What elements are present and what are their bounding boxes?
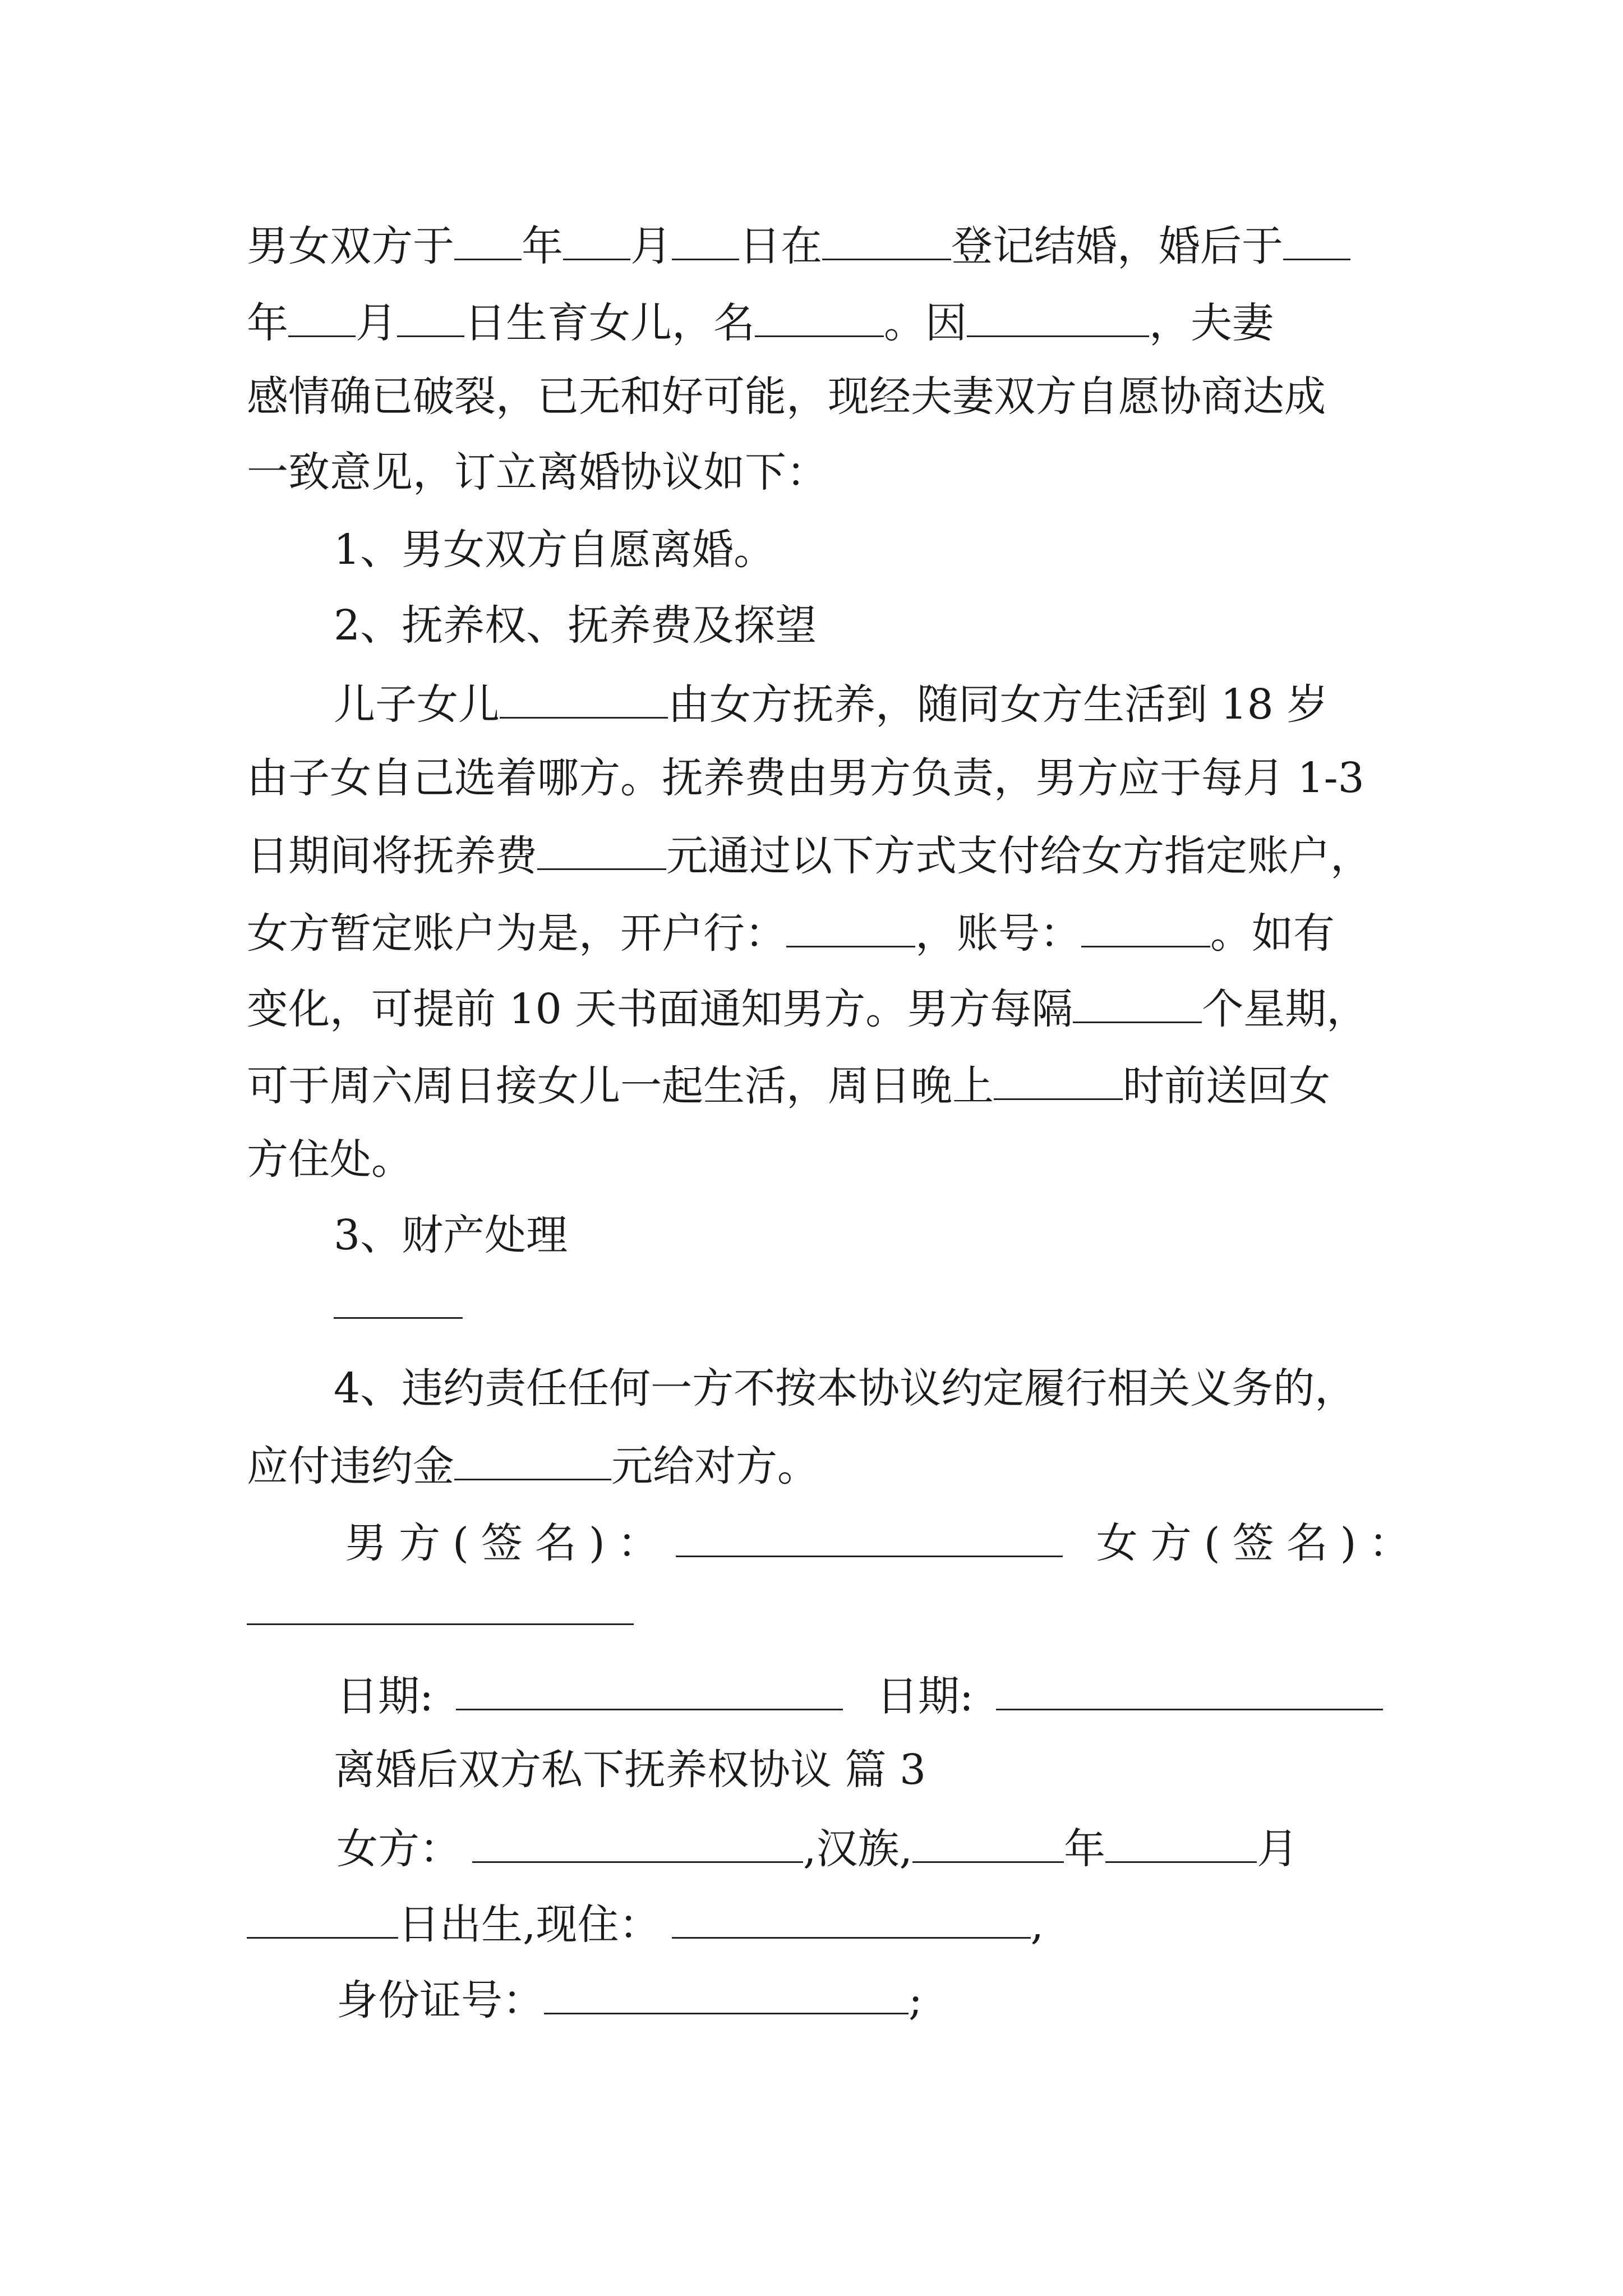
- blank-weeks[interactable]: [1073, 979, 1202, 1023]
- date-label-2: 日期:: [876, 1672, 974, 1720]
- blank-day[interactable]: [672, 216, 739, 260]
- paragraph-3-line-3: [336, 1970, 923, 2028]
- blank-return-time[interactable]: [994, 1056, 1123, 1100]
- item-4-line-2: [247, 1436, 819, 1494]
- text: 应付违约金: [247, 1442, 454, 1490]
- female-signature-blank-line: [247, 1581, 634, 1639]
- paragraph-2-line-7: 方住处。: [247, 1135, 413, 1184]
- blank-daughter-name[interactable]: [755, 293, 884, 337]
- text: 可于周六周日接女儿一起生活，周日晚上: [247, 1062, 994, 1110]
- text: 年: [522, 222, 563, 270]
- item-1: 1、男女双方自愿离婚。: [334, 526, 776, 574]
- blank-male-signature[interactable]: [676, 1513, 1063, 1557]
- blank-bank[interactable]: [786, 903, 915, 947]
- blank-support-amount[interactable]: [537, 826, 666, 870]
- text: ,汉族,: [803, 1825, 913, 1873]
- blank-child[interactable]: [500, 674, 668, 719]
- paragraph-2-line-6: [247, 1056, 1330, 1114]
- text: 月: [1257, 1825, 1299, 1873]
- item-3-heading: 3、财产处理: [334, 1211, 568, 1259]
- blank-place[interactable]: [822, 216, 951, 260]
- text: ，账号：: [915, 909, 1081, 958]
- blank-date-1[interactable]: [456, 1666, 843, 1710]
- paragraph-3-line-2: [247, 1894, 1044, 1953]
- paragraph-1-line-2: [247, 293, 1274, 351]
- blank-reason[interactable]: [967, 293, 1149, 337]
- text: 日期间将抚养费: [247, 832, 537, 880]
- paragraph-2-line-2: 由子女自己选着哪方。抚养费由男方负责，男方应于每月 1-3: [247, 754, 1364, 802]
- female-signature-label: 女方(签名)：: [1096, 1519, 1423, 1567]
- blank-female-signature[interactable]: [247, 1581, 634, 1625]
- text: 男女双方于: [247, 222, 454, 270]
- paragraph-2-line-4: [247, 903, 1335, 961]
- blank-month[interactable]: [563, 216, 630, 260]
- paragraph-1-line-4: 一致意见，订立离婚协议如下：: [247, 448, 828, 496]
- section-title: 离婚后双方私下抚养权协议 篇 3: [334, 1746, 926, 1794]
- text: 身份证号：: [336, 1976, 544, 2024]
- text: 儿子女儿: [334, 680, 500, 729]
- item-4-line-1: 4、违约责任任何一方不按本协议约定履行相关义务的，: [334, 1364, 1357, 1412]
- blank-address[interactable]: [672, 1894, 1031, 1939]
- item-2-heading: 2、抚养权、抚养费及探望: [334, 601, 817, 650]
- text: 个星期，: [1202, 985, 1368, 1033]
- text: 。因: [884, 299, 967, 347]
- date-label-1: 日期:: [336, 1672, 434, 1720]
- text: ,: [1030, 1901, 1044, 1949]
- text: 月: [356, 299, 397, 347]
- text: 日生育女儿，名: [464, 299, 755, 347]
- blank-date-2[interactable]: [996, 1666, 1383, 1710]
- paragraph-2-line-1: [334, 674, 1328, 733]
- text: 元通过以下方式支付给女方指定账户，: [666, 832, 1372, 880]
- date-line: [336, 1666, 1383, 1724]
- signature-line: [345, 1513, 1423, 1571]
- text: 由女方抚养，随同女方生活到 18 岁: [668, 680, 1329, 729]
- blank-account-number[interactable]: [1081, 903, 1210, 947]
- text: 时前送回女: [1123, 1062, 1330, 1110]
- text: 女方：: [336, 1825, 461, 1873]
- text: 日出生,现住：: [398, 1901, 661, 1949]
- blank-year-2[interactable]: [1283, 216, 1350, 260]
- male-signature-label: 男方(签名)：: [345, 1519, 671, 1567]
- blank-birth-month[interactable]: [1105, 1819, 1257, 1863]
- text: 日在: [739, 222, 822, 270]
- text: 元给对方。: [611, 1442, 819, 1490]
- text: ;: [909, 1976, 923, 2024]
- paragraph-2-line-3: [247, 826, 1372, 884]
- text: 女方暂定账户为是，开户行：: [247, 909, 786, 958]
- blank-id-number[interactable]: [544, 1970, 909, 2014]
- blank-month-2[interactable]: [288, 293, 356, 337]
- paragraph-1-line-1: [247, 216, 1350, 274]
- property-blank-line: [334, 1274, 463, 1333]
- text: 。如有: [1210, 909, 1335, 958]
- text: 年: [1064, 1825, 1106, 1873]
- paragraph-1-line-3: 感情确已破裂，已无和好可能，现经夫妻双方自愿协商达成: [247, 372, 1326, 421]
- blank-birth-year[interactable]: [912, 1819, 1064, 1863]
- text: 年: [247, 299, 288, 347]
- text: 登记结婚，婚后于: [951, 222, 1283, 270]
- blank-birth-day[interactable]: [247, 1894, 398, 1939]
- blank-property[interactable]: [334, 1274, 463, 1319]
- text: ，夫妻: [1149, 299, 1274, 347]
- blank-year[interactable]: [454, 216, 522, 260]
- paragraph-3-line-1: [336, 1819, 1298, 1877]
- blank-female-name[interactable]: [472, 1819, 803, 1863]
- blank-day-2[interactable]: [397, 293, 464, 337]
- text: 月: [630, 222, 672, 270]
- blank-penalty[interactable]: [454, 1436, 611, 1480]
- text: 变化，可提前 10 天书面通知男方。男方每隔: [247, 985, 1073, 1033]
- paragraph-2-line-5: [247, 979, 1368, 1037]
